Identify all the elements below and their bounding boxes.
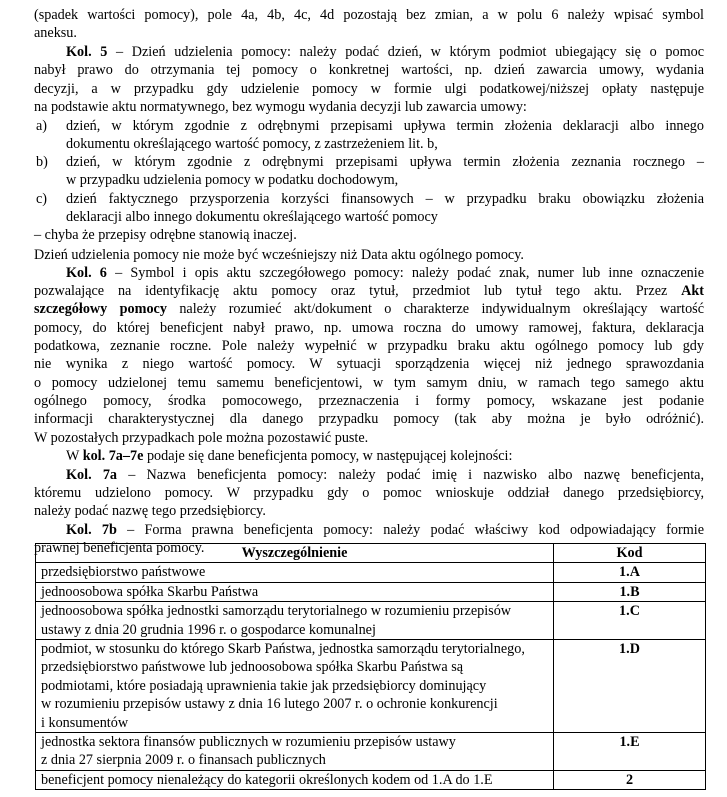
table-row bbox=[36, 602, 706, 640]
kol6-paragraph-line: nie wynika z niego wartość pomocy. W sytuacji sporządzenia więcej niż jednego sprawozdania bbox=[34, 356, 704, 372]
column-header-description: Wyszczególnienie bbox=[36, 544, 554, 563]
intro-line: (spadek wartości pomocy), pole 4a, 4b, 4c, 4d pozostają bez zmian, a w polu 6 należy wpisać symbol bbox=[34, 7, 704, 23]
table-row bbox=[36, 770, 706, 789]
table-row bbox=[36, 582, 706, 601]
list-item-line: dzień, w którym zgodnie z odrębnymi przepisami upływa termin złożenia zeznania rocznego – bbox=[66, 154, 704, 170]
kol7a-label: Kol. 7a bbox=[66, 467, 118, 483]
kol5-paragraph-line: decyzji, a w przypadku gdy udzielenie pomocy w formie ulgi podatkowej/niższej opłaty następuje bbox=[34, 81, 704, 97]
kol6-paragraph-line: pomocy, do której beneficjent nabył prawo, np. umowa roczna do umowy ramowej, faktura, deklaracja bbox=[34, 320, 704, 336]
list-item-line: dokumentu określającego wartość pomocy, z zastrzeżeniem lit. b, bbox=[66, 136, 438, 152]
table-row bbox=[36, 640, 706, 733]
kol5-paragraph-line: na podstawie aktu normatywnego, bez wymogu wydania decyzji lub zawarcia umowy: bbox=[34, 99, 527, 115]
kol7-intro: W kol. 7a–7e podaje się dane beneficjenta pomocy, w następującej kolejności: bbox=[66, 448, 513, 464]
column-header-code: Kod bbox=[554, 544, 706, 563]
kol6-paragraph-line: pozwalające na identyfikację aktu pomocy oraz tytuł, przedmiot lub tytuł tego aktu. Przez Akt bbox=[34, 283, 704, 299]
table-row bbox=[36, 563, 706, 582]
list-item-line: dzień, w którym zgodnie z odrębnymi przepisami upływa termin złożenia deklaracji albo innego bbox=[66, 118, 704, 134]
table-cell-text: w rozumieniu przepisów ustawy z dnia 16 lutego 2007 r. o ochronie konkurencji bbox=[41, 696, 498, 713]
table-cell-text: jednoosobowa spółka jednostki samorządu terytorialnego w rozumieniu przepisów bbox=[41, 603, 512, 620]
kol5-note: Dzień udzielenia pomocy nie może być wcześniejszy niż Data aktu ogólnego pomocy. bbox=[34, 247, 524, 263]
table-row bbox=[36, 733, 706, 771]
table-cell-description bbox=[36, 770, 554, 789]
intro-line: aneksu. bbox=[34, 25, 77, 41]
table-cell-text: jednostka sektora finansów publicznych w rozumieniu przepisów ustawy bbox=[41, 734, 456, 751]
table-cell-description bbox=[36, 582, 554, 601]
table-cell-text: ustawy z dnia 20 grudnia 1996 r. o gospodarce komunalnej bbox=[41, 621, 376, 638]
kol6-paragraph-line: o pomocy udzielonej temu samemu beneficjentowi, w tym samym dniu, w ramach tego samego aktu bbox=[34, 375, 704, 391]
table-cell-description bbox=[36, 733, 554, 771]
list-item-line: w przypadku udzielenia pomocy w podatku dochodowym, bbox=[66, 172, 399, 188]
list-marker: b) bbox=[36, 154, 48, 170]
table-cell-text: przedsiębiorstwo państwowe lub jednoosobowa spółka Skarbu Państwa są bbox=[41, 659, 464, 676]
kol6-paragraph-line: szczegółowy pomocy należy rozumieć akt/dokument o charakterze indywidualnym określający wartość bbox=[34, 301, 704, 317]
kol5-paragraph-line: nabył prawo do otrzymania tej pomocy o konkretnej wartości, np. dzień zawarcia umowy, wydania bbox=[34, 62, 704, 78]
kol5-label: Kol. 5 bbox=[66, 44, 108, 60]
kol7a-paragraph-line: któremu udzielono pomocy. W przypadku gdy o pomoc wnioskuje oddział danego przedsiębiorcy, bbox=[34, 485, 704, 501]
table-cell-description bbox=[36, 602, 554, 640]
list-item-line: dzień faktycznego przysporzenia korzyści finansowych – w przypadku braku obowiązku złożenia bbox=[66, 191, 704, 207]
table-cell-description bbox=[36, 563, 554, 582]
table-cell-code: 1.A bbox=[554, 563, 706, 582]
table-cell-code: 1.B bbox=[554, 582, 706, 601]
table-cell-text: beneficjent pomocy nienależący do kategorii określonych kodem od 1.A do 1.E bbox=[41, 771, 493, 788]
table-cell-text: podmiotami, które posiadają uprawnienia takie jak przedsiębiorcy dominujący bbox=[41, 677, 487, 694]
table-cell-text: przedsiębiorstwo państwowe bbox=[41, 564, 206, 581]
kol7b-label: Kol. 7b bbox=[66, 522, 117, 538]
legal-form-code-table bbox=[35, 543, 706, 790]
kol6-paragraph-line: podatkowa, zeznanie roczne. Pole należy wypełnić w przypadku braku aktu ogólnego pomocy lub gdy bbox=[34, 338, 704, 354]
kol6-paragraph-line: ogólnego pomocy, środka pomocowego, przeznaczenia i formy pomocy, wskazane jest podanie bbox=[34, 393, 704, 409]
kol6-paragraph-line: Kol. 6 – Symbol i opis aktu szczegółowego pomocy: należy podać znak, numer lub inne oznaczenie bbox=[66, 265, 704, 281]
kol5-tail: – chyba że przepisy odrębne stanowią inaczej. bbox=[34, 227, 297, 243]
table-cell-code: 1.E bbox=[554, 733, 706, 771]
kol7b-paragraph-line: prawnej beneficjenta pomocy. bbox=[34, 540, 205, 556]
kol7a-paragraph-line: należy podać nazwę tego przedsiębiorcy. bbox=[34, 503, 266, 519]
table-cell-text: jednoosobowa spółka Skarbu Państwa bbox=[41, 583, 259, 600]
list-marker: c) bbox=[36, 191, 48, 207]
table-cell-description bbox=[36, 640, 554, 733]
table-cell-text: podmiot, w stosunku do którego Skarb Państwa, jednostka samorządu terytorialnego, bbox=[41, 641, 525, 658]
table-body bbox=[36, 563, 706, 790]
kol7a-paragraph-line: Kol. 7a – Nazwa beneficjenta pomocy: należy podać imię i nazwisko albo nazwę beneficjenta, bbox=[66, 467, 704, 483]
table-cell-code: 2 bbox=[554, 770, 706, 789]
table-cell-text: z dnia 27 sierpnia 2009 r. o finansach publicznych bbox=[41, 752, 326, 769]
list-marker: a) bbox=[36, 118, 48, 134]
kol7b-paragraph-line: Kol. 7b – Forma prawna beneficjenta pomocy: należy podać właściwy kod odpowiadający formie bbox=[66, 522, 704, 538]
table-cell-code: 1.D bbox=[554, 640, 706, 733]
kol6-label: Kol. 6 bbox=[66, 265, 107, 281]
kol5-paragraph-line: Kol. 5 – Dzień udzielenia pomocy: należy podać dzień, w którym podmiot ubiegający się o pomoc bbox=[66, 44, 704, 60]
list-item-line: deklaracji albo innego dokumentu określającego wartość pomocy bbox=[66, 209, 438, 225]
kol6-paragraph-line: informacji charakterystycznej dla danego przypadku pomocy (tak aby można je było odróżnić). bbox=[34, 411, 704, 427]
table-cell-text: i konsumentów bbox=[41, 714, 129, 731]
table-cell-code: 1.C bbox=[554, 602, 706, 640]
kol6-paragraph-line: W pozostałych przypadkach pole można pozostawić puste. bbox=[34, 430, 369, 446]
